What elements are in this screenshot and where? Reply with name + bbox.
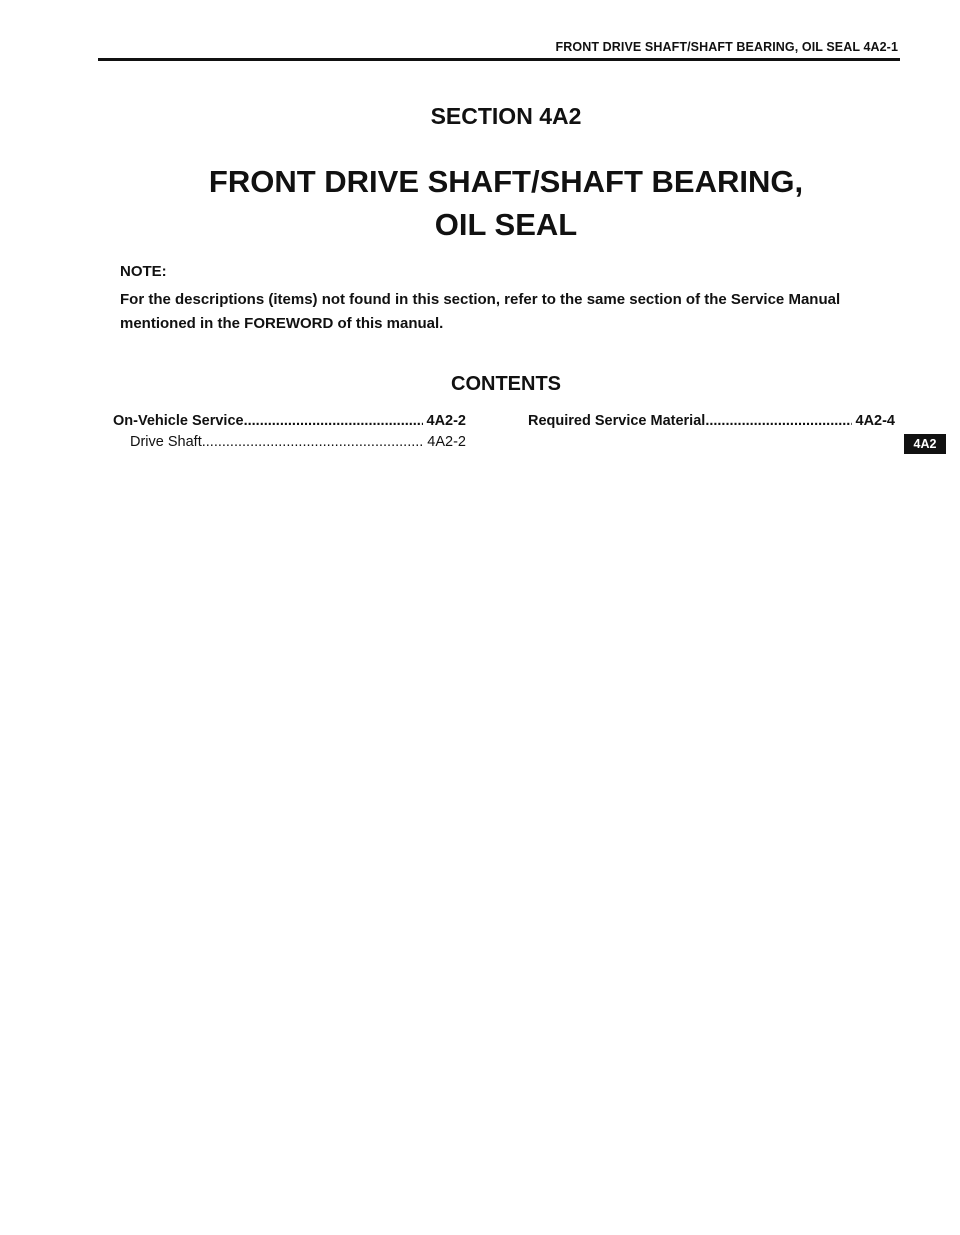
contents-title: CONTENTS bbox=[451, 373, 561, 395]
toc-entry-page: 4A2-2 bbox=[426, 413, 466, 429]
toc-entry-drive-shaft[interactable] bbox=[130, 432, 466, 452]
section-tab-marker: 4A2 bbox=[904, 434, 946, 454]
toc-entry-label: Drive Shaft bbox=[130, 434, 202, 450]
note-heading: NOTE: bbox=[120, 263, 167, 280]
toc-leader-dots bbox=[705, 411, 851, 431]
toc-entry-label: Required Service Material bbox=[528, 413, 706, 429]
toc-entry-on-vehicle-service[interactable] bbox=[113, 411, 466, 431]
note-body: For the descriptions (items) not found in this section, refer to the same section of the Service Manual mentioned in the FOREWORD of this manual. bbox=[120, 291, 841, 332]
toc-entry-label: On-Vehicle Service bbox=[113, 413, 244, 429]
page-title-line-1: FRONT DRIVE SHAFT/SHAFT BEARING, bbox=[208, 164, 804, 199]
toc-entry-required-service-material[interactable] bbox=[528, 411, 895, 431]
page-title bbox=[0, 160, 960, 246]
header-rule bbox=[98, 58, 900, 61]
toc-entry-page: 4A2-4 bbox=[855, 413, 895, 429]
toc-leader-dots bbox=[244, 411, 423, 431]
page-title-line-2: OIL SEAL bbox=[434, 207, 578, 242]
running-header: FRONT DRIVE SHAFT/SHAFT BEARING, OIL SEAL 4A2-1 bbox=[555, 40, 898, 54]
toc-entry-page: 4A2-2 bbox=[427, 434, 466, 450]
toc-leader-dots bbox=[202, 432, 424, 452]
section-label: SECTION 4A2 bbox=[430, 103, 582, 129]
